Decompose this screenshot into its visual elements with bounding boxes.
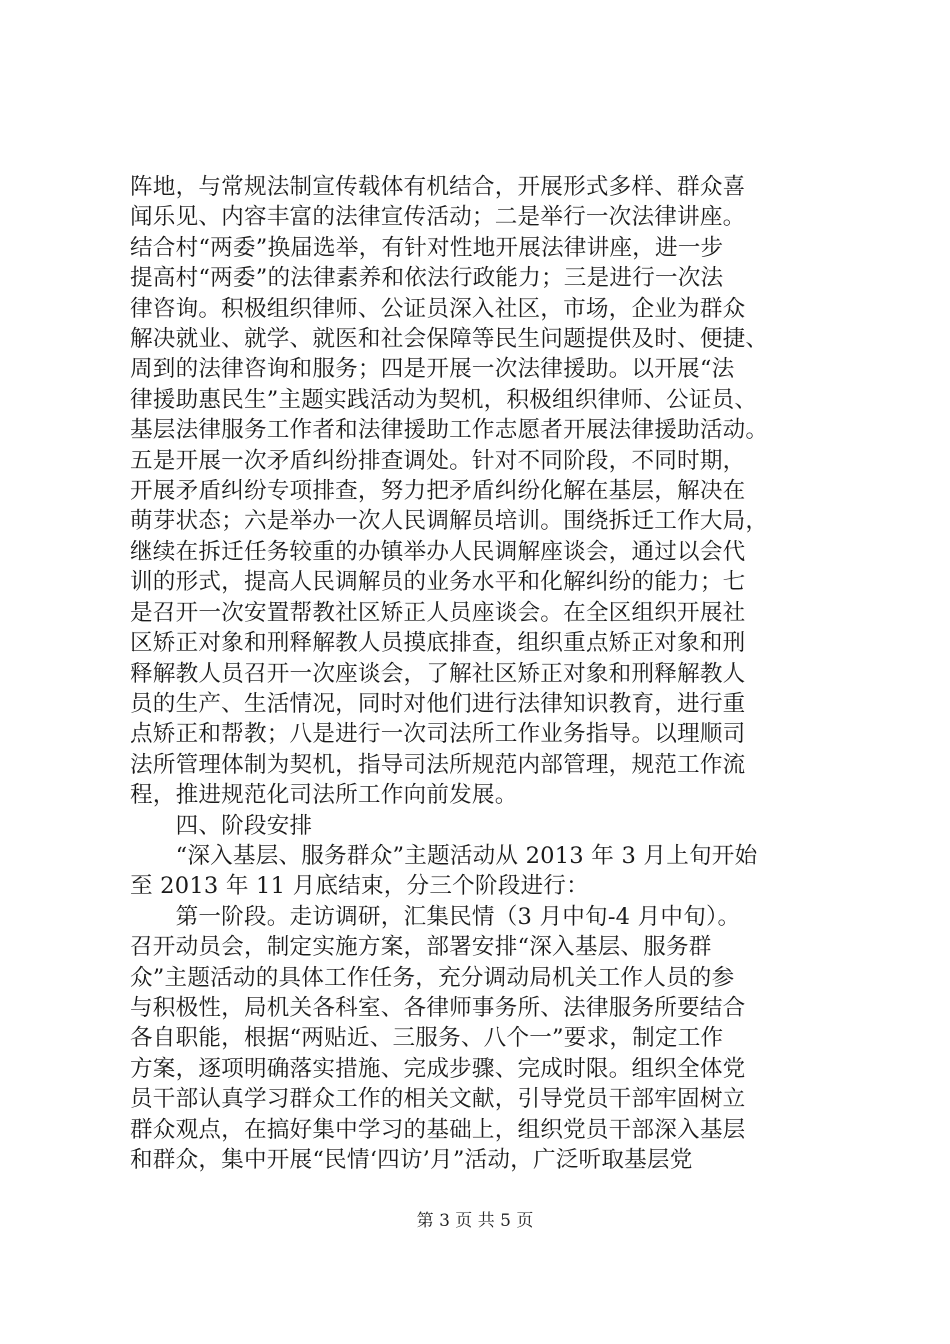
page-footer	[0, 1210, 950, 1232]
paragraph	[130, 841, 830, 902]
text-line: 是召开一次安置帮教社区矫正人员座谈会。在全区组织开展社	[130, 599, 746, 626]
text-line: 开展矛盾纠纷专项排查，努力把矛盾纠纷化解在基层，解决在	[130, 478, 746, 505]
text-line: 员的生产、生活情况，同时对他们进行法律知识教育，进行重	[130, 690, 746, 717]
text-line: 和群众，集中开展“民情‘四访’月”活动，广泛听取基层党	[130, 1147, 693, 1173]
text-line: 第一阶段。走访调研，汇集民情（3 月中旬-4 月中旬）。	[130, 903, 741, 930]
text-line: 释解教人员召开一次座谈会，了解社区矫正对象和刑释解教人	[130, 660, 746, 687]
text-line: 四、阶段安排	[130, 812, 313, 839]
text-line: 律咨询。积极组织律师、公证员深入社区，市场，企业为群众	[130, 295, 746, 322]
text-line: 结合村“两委”换届选举，有针对性地开展法律讲座，进一步	[130, 234, 724, 261]
text-line: 程，推进规范化司法所工作向前发展。	[130, 782, 518, 809]
text-line: 训的形式，提高人民调解员的业务水平和化解纠纷的能力；七	[130, 569, 746, 596]
text-line: 基层法律服务工作者和法律援助工作志愿者开展法律援助活动。	[130, 417, 769, 444]
paragraph	[130, 811, 830, 841]
paragraph	[130, 902, 830, 1176]
text-line: 萌芽状态；六是举办一次人民调解员培训。围绕拆迁工作大局，	[130, 508, 769, 535]
text-line: 员干部认真学习群众工作的相关文献，引导党员干部牢固树立	[130, 1086, 746, 1113]
paragraph	[130, 172, 830, 811]
page-number: 第 3 页 共 5 页	[416, 1211, 534, 1231]
text-line: 五是开展一次矛盾纠纷排查调处。针对不同阶段，不同时期，	[130, 447, 746, 474]
text-line: 众”主题活动的具体工作任务，充分调动局机关工作人员的参	[130, 964, 735, 991]
text-line: 至 2013 年 11 月底结束，分三个阶段进行：	[130, 873, 589, 900]
text-line: 周到的法律咨询和服务；四是开展一次法律援助。以开展“法	[130, 356, 735, 383]
text-line: 闻乐见、内容丰富的法律宣传活动；二是举行一次法律讲座。	[130, 204, 746, 231]
text-line: 提高村“两委”的法律素养和依法行政能力；三是进行一次法	[130, 265, 724, 292]
text-line: 继续在拆迁任务较重的办镇举办人民调解座谈会，通过以会代	[130, 538, 746, 565]
text-line: 群众观点，在搞好集中学习的基础上，组织党员干部深入基层	[130, 1116, 746, 1143]
text-line: 与积极性，局机关各科室、各律师事务所、法律服务所要结合	[130, 994, 746, 1021]
text-line: 点矫正和帮教；八是进行一次司法所工作业务指导。以理顺司	[130, 721, 746, 748]
text-line: 方案，逐项明确落实措施、完成步骤、完成时限。组织全体党	[130, 1055, 746, 1082]
text-line: 法所管理体制为契机，指导司法所规范内部管理，规范工作流	[130, 751, 746, 778]
text-line: “深入基层、服务群众”主题活动从 2013 年 3 月上旬开始	[130, 842, 758, 869]
text-line: 各自职能，根据“两贴近、三服务、八个一”要求，制定工作	[130, 1025, 724, 1052]
text-line: 解决就业、就学、就医和社会保障等民生问题提供及时、便捷、	[130, 326, 769, 353]
text-line: 区矫正对象和刑释解教人员摸底排查，组织重点矫正对象和刑	[130, 630, 746, 657]
text-line: 律援助惠民生”主题实践活动为契机，积极组织律师、公证员、	[130, 386, 758, 413]
text-line: 阵地，与常规法制宣传载体有机结合，开展形式多样、群众喜	[130, 174, 746, 200]
text-line: 召开动员会，制定实施方案，部署安排“深入基层、服务群	[130, 934, 712, 961]
document-body	[130, 172, 830, 1175]
